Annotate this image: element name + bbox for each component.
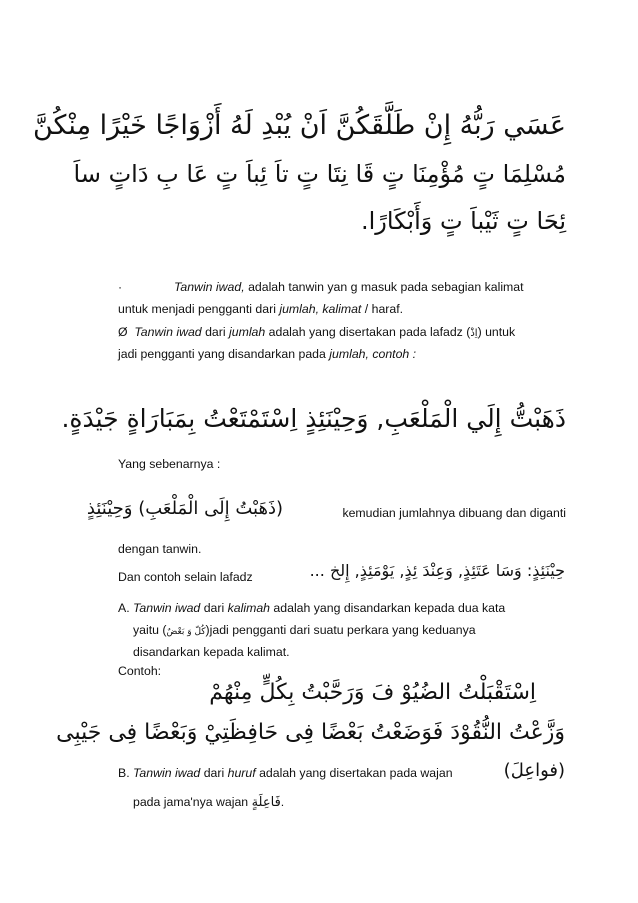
yang-sebenarnya: Yang sebenarnya : (118, 457, 221, 471)
bullet-2-a: dari (205, 325, 226, 339)
point-b-line-2 (133, 794, 578, 811)
bullet-2-l2a: jadi pengganti yang disandarkan pada (118, 347, 326, 361)
bullet-1-line-2b: jumlah, kalimat (279, 302, 362, 316)
bullet-2-term: Tanwin iwad (134, 325, 202, 339)
point-a-line-2 (133, 622, 563, 640)
point-b-a: dari (203, 766, 225, 780)
bullet-marker: · (118, 280, 123, 294)
arabic-contoh-lain: حِيْنَئِذٍ: وَسَا عَتَئِذٍ, وَعِنْدَ ئِذٍ, يَوْمَئِذٍ, إِلخ ... (309, 561, 565, 580)
point-a-c: adalah yang disandarkan kepada dua kata (273, 601, 506, 615)
arabic-verse-line-2: مُسْلِمَا تٍ مُؤْمِنَا تٍ قَا نِتَا تٍ تاَ ئِباَ تٍ عَا بِ دَاتٍ ساَ (73, 160, 566, 188)
point-b-l2a: pada jama'nya wajan (133, 795, 249, 809)
point-a-l2a: yaitu ( (133, 623, 167, 637)
arabic-example-a-1: اِسْتَقْبَلْتُ الضُيُوْ فَ وَرَحَّبْتُ بِكُلٍّ مِنْهُمْ (209, 680, 536, 705)
bullet-2-d: ) untuk (477, 325, 516, 339)
contoh-label: Contoh: (118, 664, 162, 678)
point-b-l2b: . (280, 795, 285, 809)
point-b-b: huruf (227, 766, 256, 780)
bullet-2-l2b: jumlah, contoh : (329, 347, 417, 361)
bullet-2-ar: اِذْ (470, 328, 478, 339)
arabic-sebenarnya: (ذَهَبْتُ إِلَى الْمَلْعَبِ) وَحِيْنَئِذٍ (86, 498, 283, 519)
point-b-line-1 (118, 765, 538, 781)
point-a-term: Tanwin iwad (133, 601, 201, 615)
bullet-2-line-2 (118, 346, 563, 362)
point-a-a: dari (203, 601, 225, 615)
bullet-1-line-2c: / haraf. (364, 302, 404, 316)
term-tanwin-iwad: Tanwin iwad, (174, 280, 245, 294)
point-a-ar: كُلّ وَ بَعْضٌ (166, 627, 206, 637)
bullet-2-b: jumlah (229, 325, 266, 339)
contoh-lain-text: Dan contoh selain lafadz (118, 570, 253, 584)
point-a-l2b: )jadi pengganti dari suatu perkara yang keduanya (205, 623, 476, 637)
point-b-term: Tanwin iwad (133, 766, 201, 780)
bullet-1-line-2 (118, 301, 563, 317)
bullet-1-text (174, 279, 524, 295)
point-a-b: kalimah (227, 601, 270, 615)
sebenarnya-line-2: dengan tanwin. (118, 542, 202, 556)
point-a-line-3: disandarkan kepada kalimat. (133, 645, 290, 659)
bullet-1-rest: adalah tanwin yan g masuk pada sebagian kalimat (248, 280, 524, 294)
arabic-verse-line-1: عَسَي رَبُّهُ إِنْ طَلَّقَكُنَّ اَنْ يُبْدِ لَهُ أَزْوَاجًا خَيْرًا مِنْكُنَّ (32, 110, 566, 141)
point-b-label: B. (118, 766, 130, 780)
bullet-1-line-2a: untuk menjadi pengganti dari (118, 302, 276, 316)
bullet-2-marker: Ø (118, 325, 128, 339)
arabic-example-1: ذَهَبْتُّ إِلَي الْمَلْعَبِ, وَحِيْنَئِذٍ اِسْتَمْتَعْتُ بِمَبَارَاةٍ جَيْدَةٍ. (61, 404, 566, 433)
arabic-verse-line-3: ئِحَا تٍ ثَيْباَ تٍ وَأَبْكَارًا. (360, 207, 566, 235)
bullet-2-c: adalah yang disertakan pada lafadz ( (268, 325, 471, 339)
arabic-example-a-2: وَزَّعْتُ النُّقُوْدَ فَوَضَعْتُ بَعْضًا فِى حَافِظَتِيْ وَبَعْضًا فِى جَيْبِى (56, 720, 565, 745)
point-a-label: A. (118, 601, 130, 615)
point-b-ar2: فَاعِلَةٍ (251, 795, 281, 810)
point-a-line-1 (118, 600, 563, 616)
bullet-2-line-1 (118, 324, 563, 342)
point-b-c: adalah yang disertakan pada wajan (259, 766, 453, 780)
sebenarnya-text: kemudian jumlahnya dibuang dan diganti (342, 506, 566, 520)
arabic-point-b: (فواعِلَ) (503, 760, 565, 781)
